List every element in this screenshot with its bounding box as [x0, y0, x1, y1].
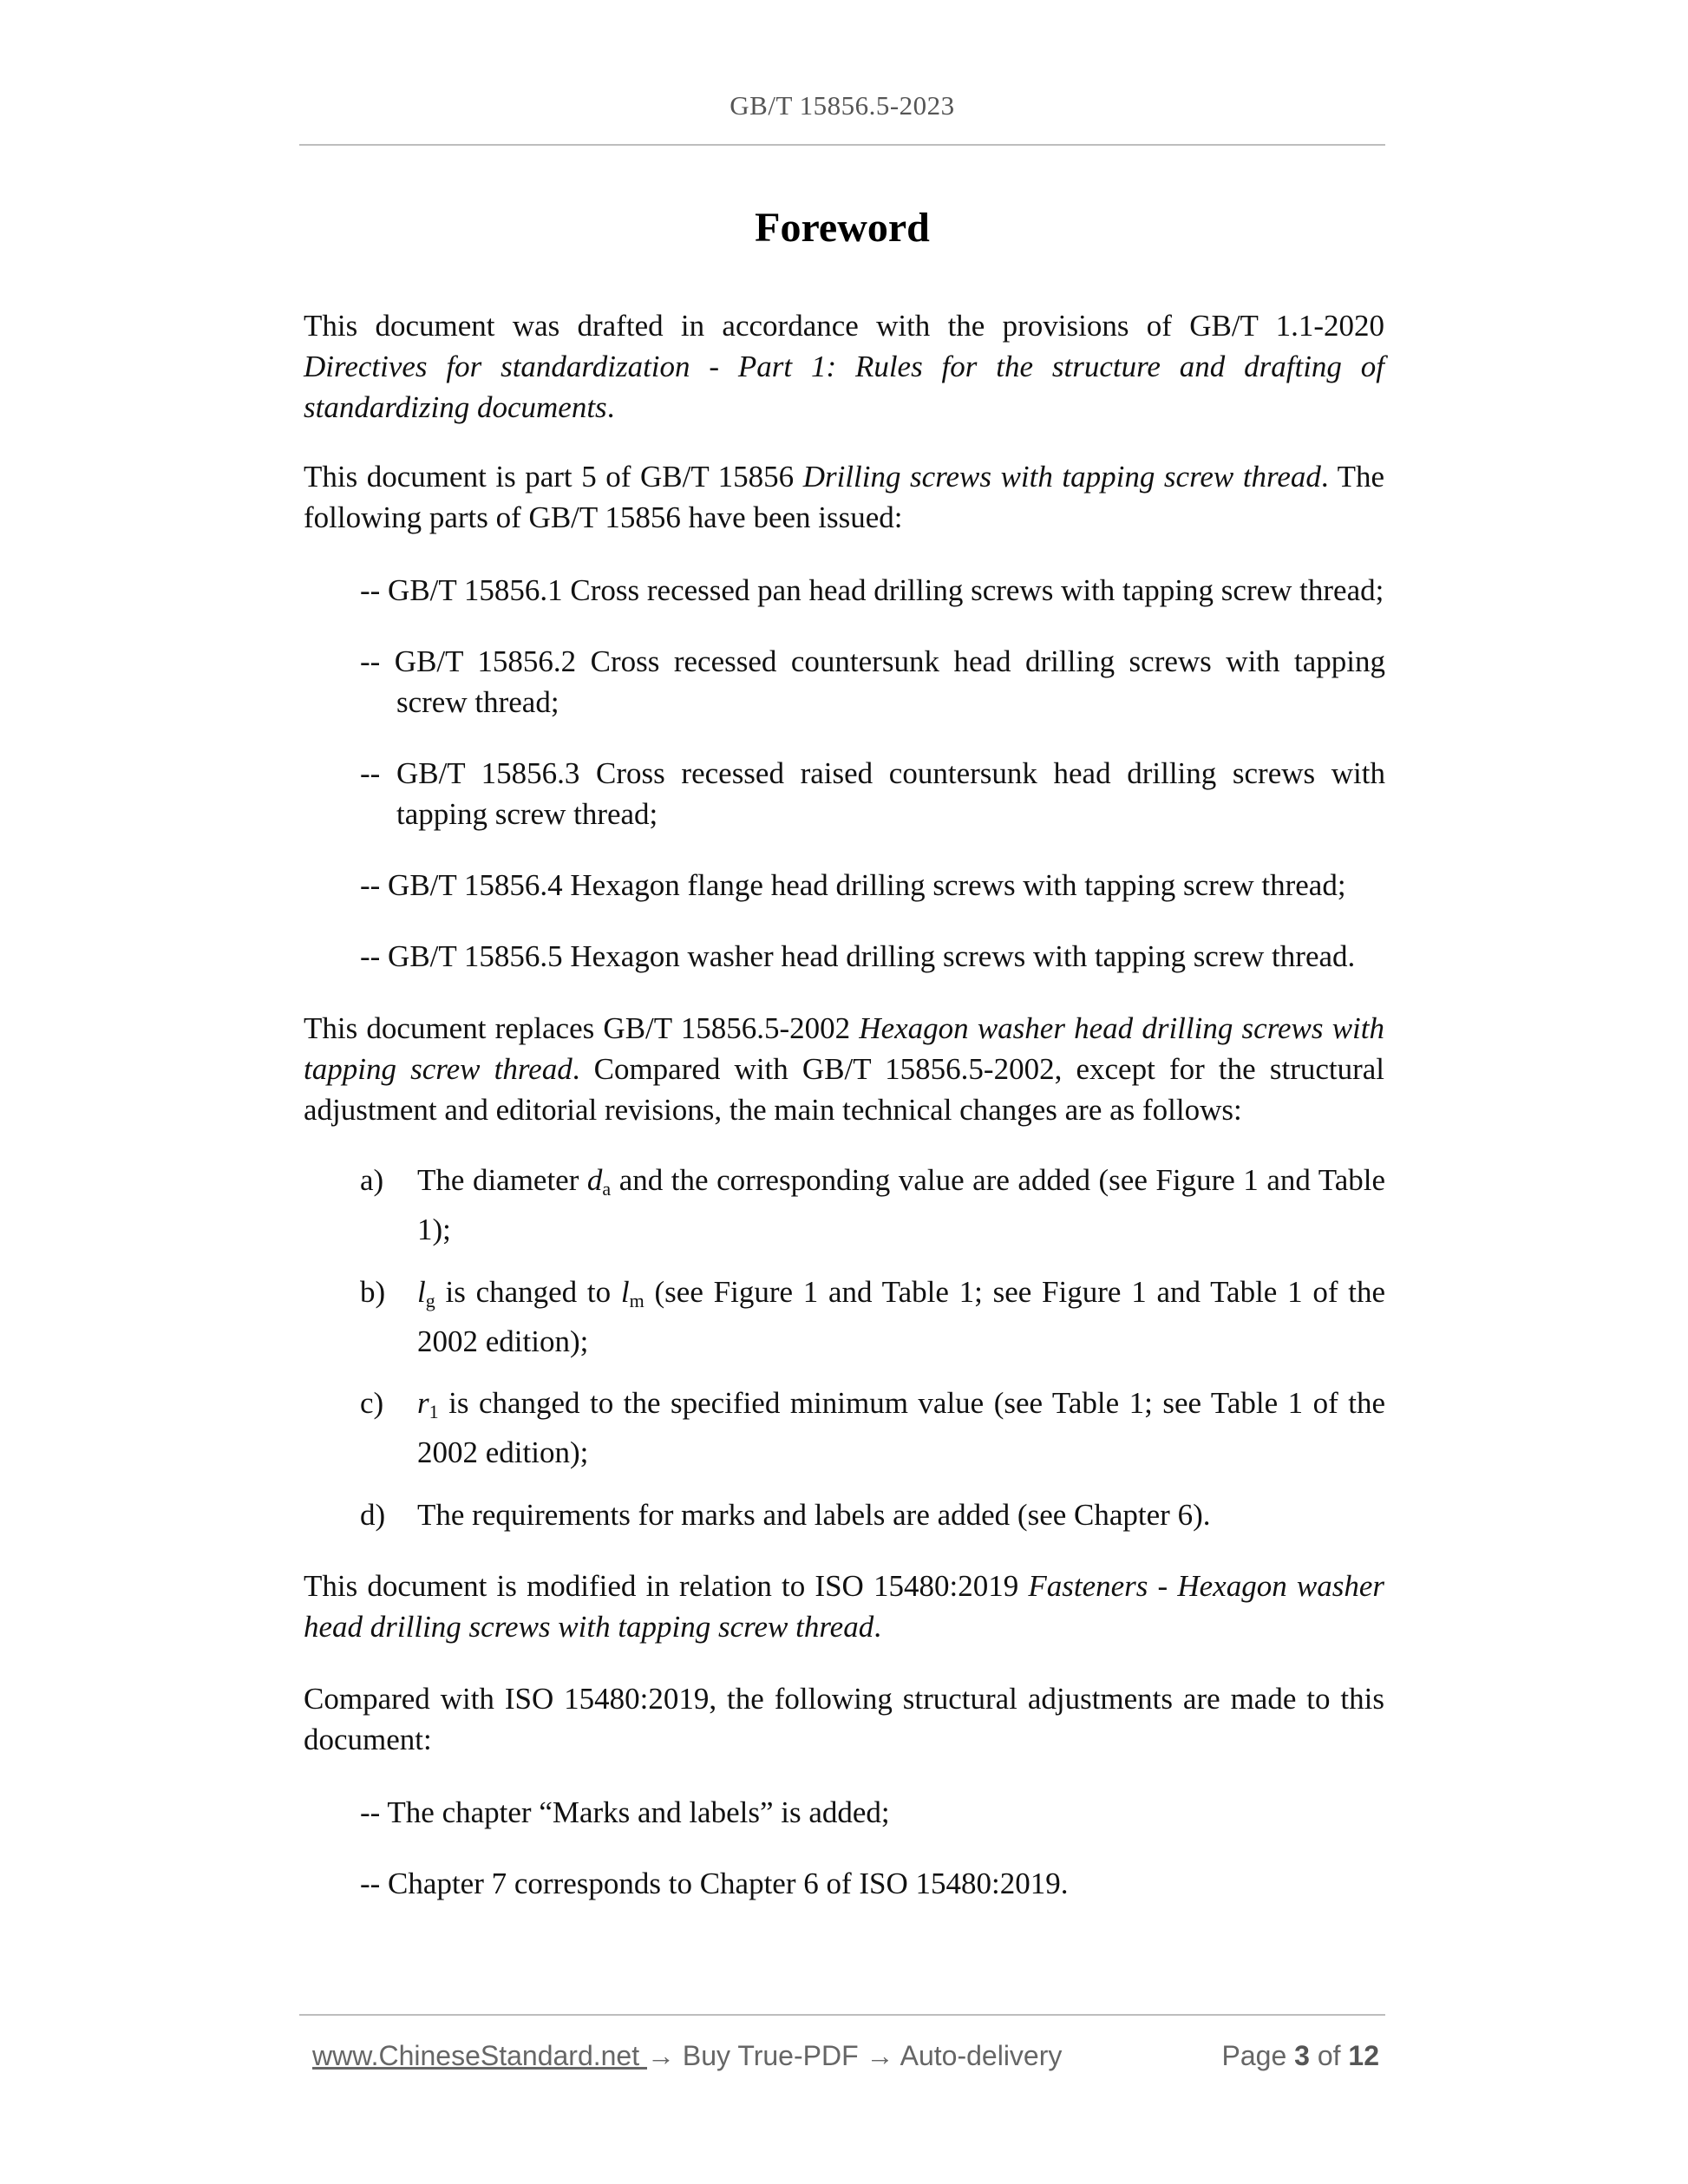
list-item: -- GB/T 15856.1 Cross recessed pan head drilling screws with tapping screw thread; — [360, 573, 1384, 607]
header-divider — [299, 144, 1385, 146]
paragraph-iso-relation: This document is modified in relation to ISO 15480:2019 Fasteners - Hexagon washer head drilling screws with tapping screw thread. — [304, 1569, 1384, 1644]
change-item-b: b) $l_g$ is changed to $l_m$ (see Figure 1 and Table 1; see Figure 1 and Table 1 of the 2002 edition); — [360, 1275, 1385, 1358]
list-item: -- GB/T 15856.3 Cross recessed raised countersunk head drilling screws with tapping screw thread; — [360, 756, 1385, 831]
buy-link[interactable]: Buy True-PDF — [675, 2040, 867, 2071]
paragraph-part-info: This document is part 5 of GB/T 15856 Drilling screws with tapping screw thread. The following parts of GB/T 15856 have been issued: — [304, 460, 1384, 534]
delivery-text: Auto-delivery — [893, 2040, 1063, 2071]
page-indicator: Page 3 of 12 — [1221, 2040, 1379, 2071]
paragraph-replaces: This document replaces GB/T 15856.5-2002 Hexagon washer head drilling screws with tapping screw thread. Compared with GB/T 15856.5-2002, except for the structural adjustment and editorial revisions, the main technical changes are as follows: — [304, 1011, 1385, 1127]
page-title: Foreword — [755, 205, 930, 251]
website-link[interactable]: www.ChineseStandard.net — [312, 2040, 647, 2071]
list-item: -- GB/T 15856.4 Hexagon flange head drilling screws with tapping screw thread; — [360, 868, 1346, 902]
change-item-a: a) The diameter $d_a$ and the corresponding value are added (see Figure 1 and Table 1); — [360, 1163, 1385, 1246]
list-item: -- Chapter 7 corresponds to Chapter 6 of ISO 15480:2019. — [360, 1867, 1069, 1900]
list-item: -- The chapter “Marks and labels” is added; — [360, 1795, 890, 1829]
paragraph-structural: Compared with ISO 15480:2019, the following structural adjustments are made to this document: — [304, 1682, 1384, 1756]
paragraph-drafting: This document was drafted in accordance with the provisions of GB/T 1.1-2020 Directives for standardization - Part 1: Rules for the structure and drafting of standardizing documents. — [304, 309, 1384, 424]
list-item: -- GB/T 15856.5 Hexagon washer head drilling screws with tapping screw thread. — [360, 939, 1356, 973]
list-item: -- GB/T 15856.2 Cross recessed countersunk head drilling screws with tapping screw thread; — [360, 644, 1385, 719]
page-header: GB/T 15856.5-2023 — [730, 90, 955, 121]
page-number: 3 — [1294, 2040, 1310, 2071]
page-footer — [312, 2040, 1379, 2078]
arrow-right-icon: → — [647, 2040, 675, 2071]
footer-divider — [299, 2014, 1385, 2016]
change-item-c: c) $r_1$ is changed to the specified minimum value (see Table 1; see Table 1 of the 2002 edition); — [360, 1386, 1385, 1469]
arrow-right-icon: → — [866, 2040, 894, 2071]
page-total: 12 — [1348, 2040, 1379, 2071]
change-item-d: d) The requirements for marks and labels are added (see Chapter 6). — [360, 1498, 1211, 1532]
